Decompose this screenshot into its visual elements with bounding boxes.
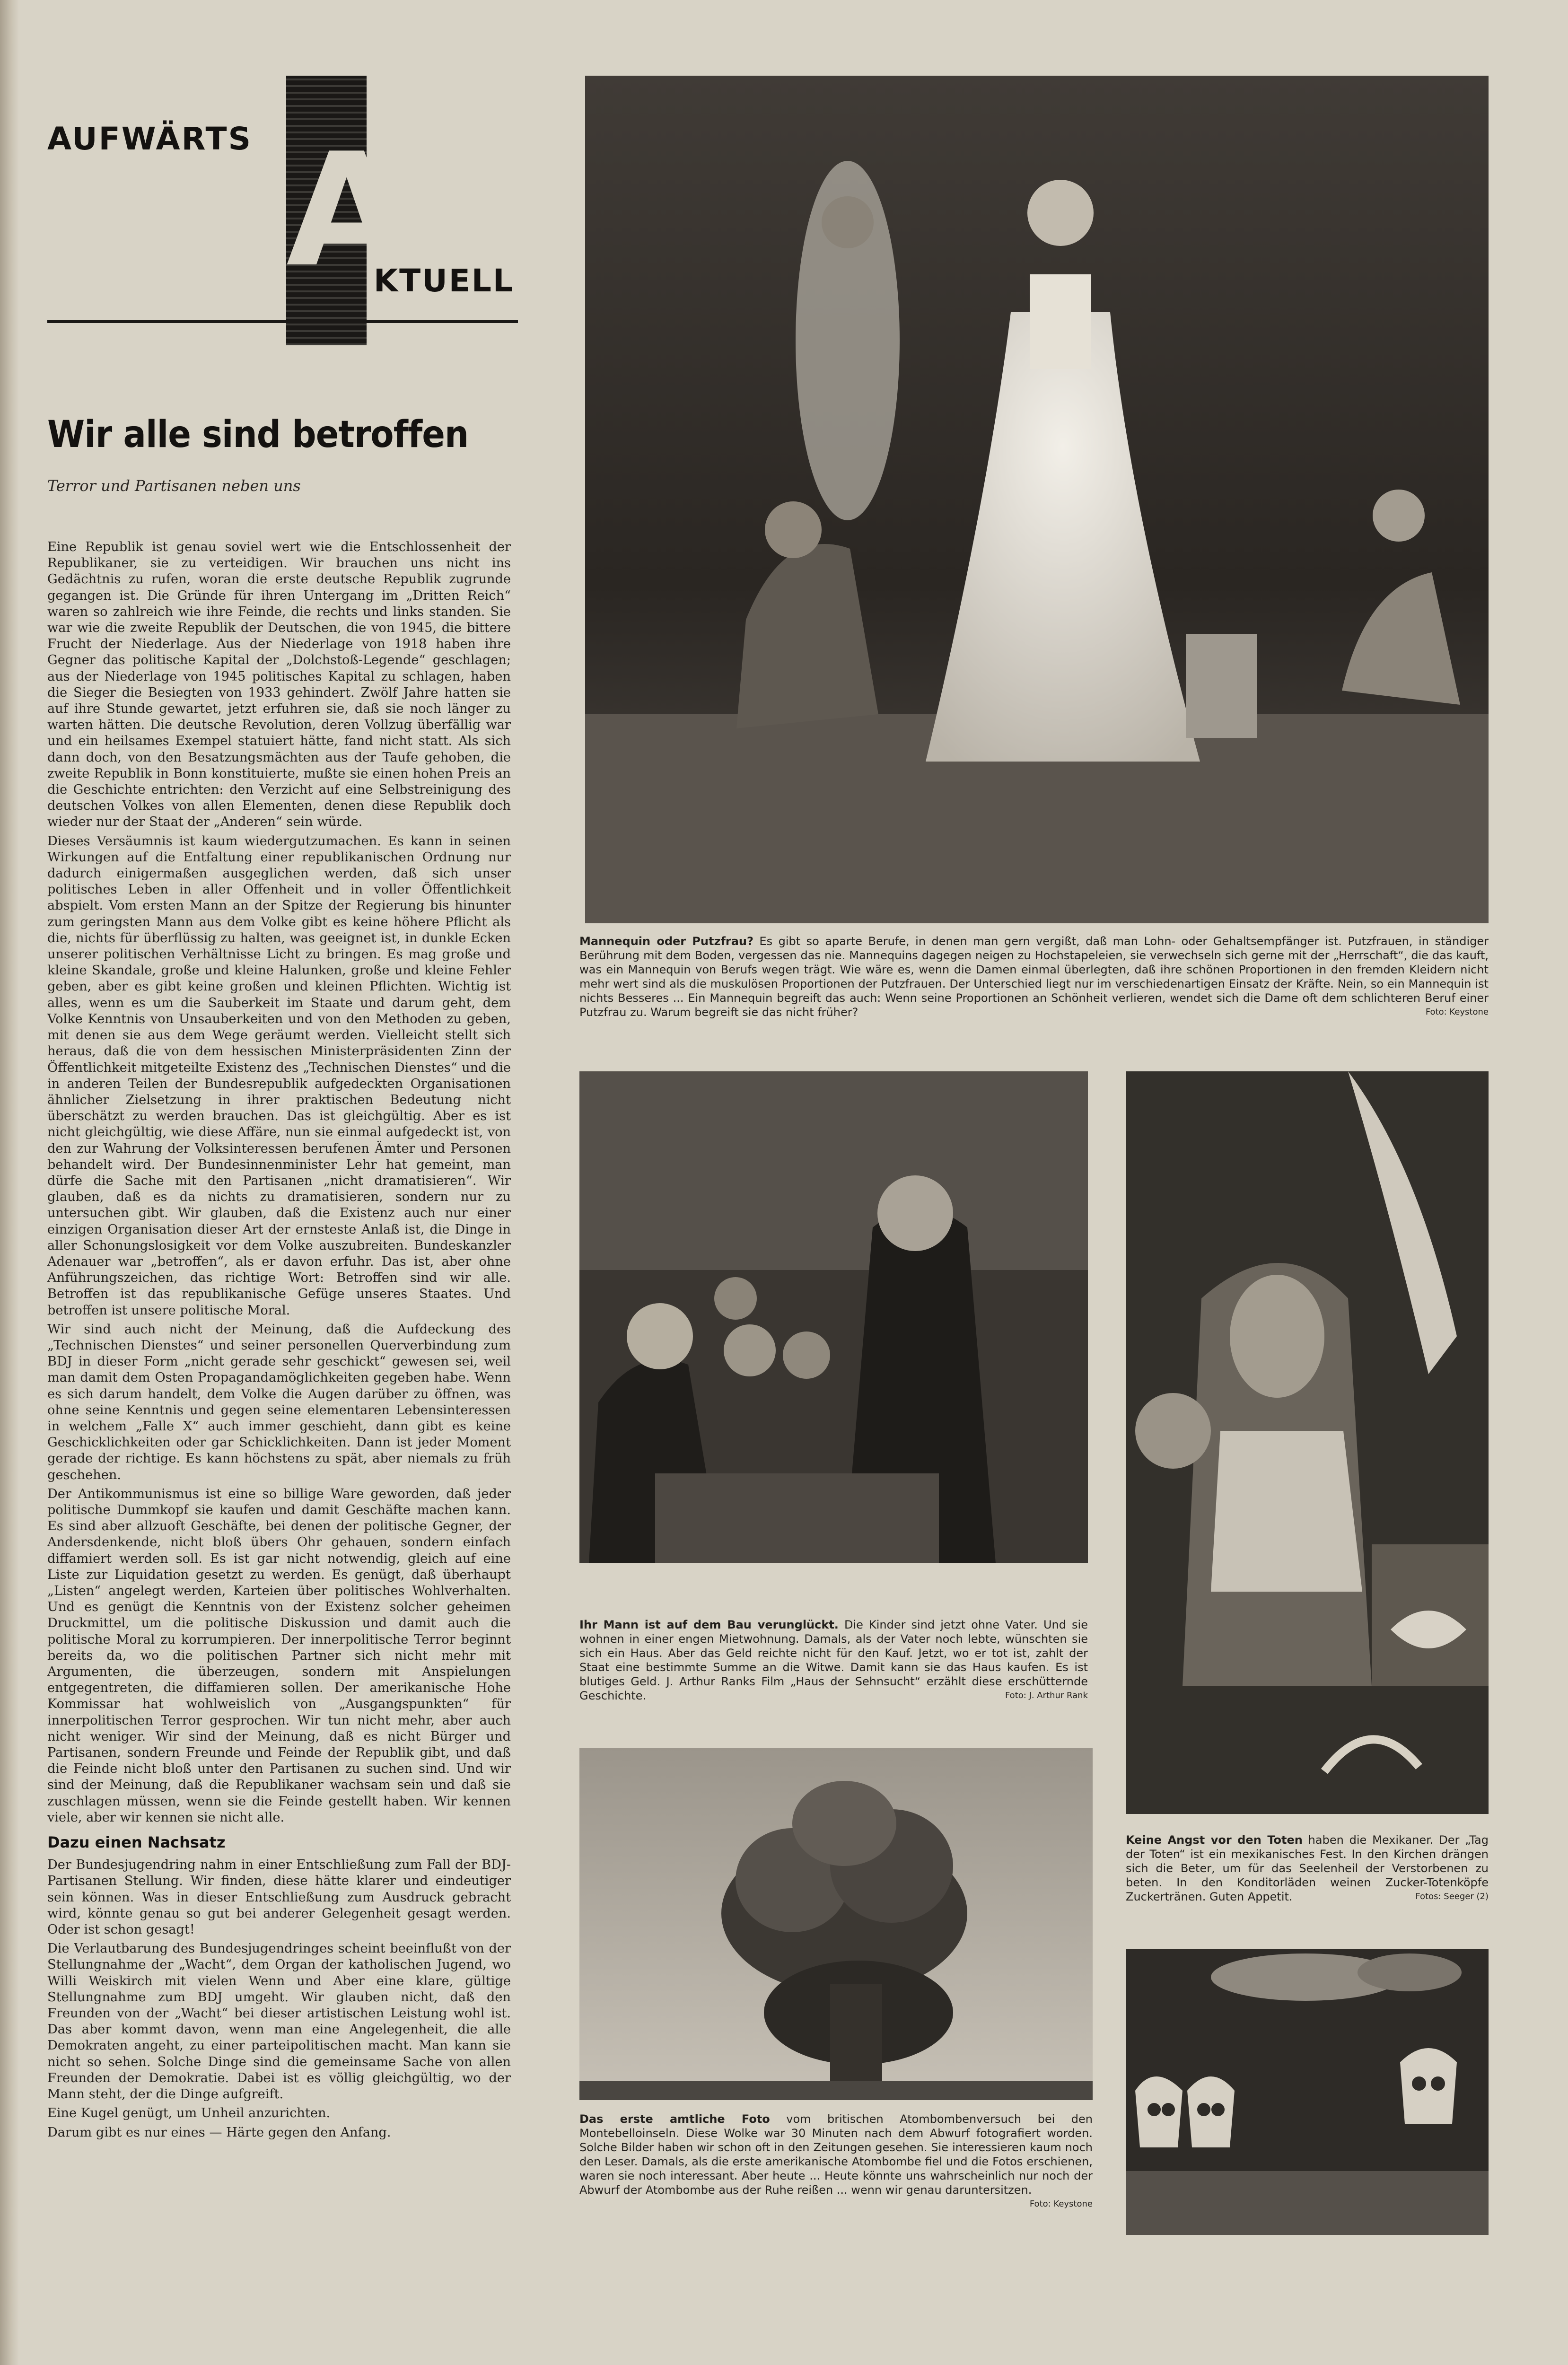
photo-credit: Foto: Keystone <box>1425 1007 1489 1017</box>
caption-atom <box>579 2112 1093 2211</box>
caption-lead: Keine Angst vor den Toten <box>1126 1833 1303 1847</box>
article-title: Wir alle sind betroffen <box>47 413 469 456</box>
article-paragraph: Wir sind auch nicht der Meinung, daß die Aufdeckung des „Technischen Dienstes“ und seiner personellen Querverbindung zum BDJ in dieser Form „nicht gerade sehr geschickt“ gewesen sei, weil man damit dem Osten Propagandamöglichkeiten gegeben habe. Wenn es sich darum handelt, dem Volke die Augen darüber zu öffnen, was ohne seine Kenntnis und gegen seine elementaren Lebensinteressen in welchem „Falle X“ auch immer geschieht, dann gibt es keine Geschicklichkeiten oder gar Schicklichkeiten. Dann ist jeder Moment gerade der richtige. Es kann höchstens zu spät, aber niemals zu früh geschehen. <box>47 1322 511 1482</box>
caption-text: Die Kinder sind jetzt ohne Vater. Und sie wohnen in einer engen Mietwohnung. Damals, als der Vater noch lebte, wünschten sie sich ein Haus. Aber das Geld reichte nicht für den Kauf. Jetzt, wo er tot ist, zahlt der Staat eine bestimmte Summe an die Witwe. Damit kann sie das Haus kaufen. Es ist blutiges Geld. J. Arthur Ranks Film „Haus der Sehnsucht“ erzählt diese erschütternde Geschichte. <box>579 1618 1088 1702</box>
caption-toten <box>1126 1833 1489 1904</box>
article-paragraph: Eine Republik ist genau soviel wert wie die Entschlossenheit der Republikaner, sie zu verteidigen. Wir brauchen uns nicht ins Gedächtnis zu rufen, woran die erste deutsche Republik zugrunde gegangen ist. Die Gründe für ihren Untergang im „Dritten Reich“ waren so zahlreich wie ihre Feinde, die rechts und links standen. Sie war wie die zweite Republik der Deutschen, die von 1945, die bittere Frucht der Niederlage. Aus der Niederlage von 1918 haben ihre Gegner das politische Kapital der „Dolchstoß-Legende“ geschlagen; aus der Niederlage von 1945 politisches Kapital zu schlagen, haben die Sieger die Besiegten von 1933 gehindert. Zwölf Jahre hatten sie auf ihre Stunde gewartet, jetzt erfuhren sie, daß sie noch länger zu warten hätten. Die deutsche Revolution, deren Vollzug überfällig war und ein heilsames Exempel statuiert hätte, fand nicht statt. Als sich dann doch, von den Besatzungsmächten aus der Taufe gehoben, die zweite Republik in Bonn konstituierte, mußte sie einen hohen Preis an die Geschichte entrichten: den Verzicht auf eine Selbstreinigung des deutschen Volkes von allen Elementen, denen diese Republik doch wieder nur der Staat der „Anderen“ sein würde. <box>47 540 511 830</box>
logo-word-aktuell: KTUELL <box>374 263 514 299</box>
photo-credit: Fotos: Seeger (2) <box>1415 1892 1489 1901</box>
photo-sugar-skulls <box>1126 1949 1489 2235</box>
article-paragraph: Die Verlautbarung des Bundesjugendringes scheint beeinflußt von der Stellungnahme der „Wacht“, dem Organ der katholischen Jugend, wo Willi Weiskirch mit vielen Wenn und Aber eine klare, gültige Stellungnahme zum BDJ umgeht. Wir glauben nicht, daß den Freunden von der „Wacht“ bei dieser artistischen Leistung wohl ist. Das aber kommt davon, wenn man eine Angelegenheit, die alle Demokraten angeht, zu einer parteipolitischen macht. Man kann sie nicht so sehen. Solche Dinge sind die gemeinsame Sache von allen Freunden der Demokratie. Dabei ist es völlig gleichgültig, wo der Mann steht, der die Dinge aufgreift. <box>47 1941 511 2102</box>
logo-big-letter: A <box>286 76 367 345</box>
caption-lead: Ihr Mann ist auf dem Bau verunglückt. <box>579 1618 839 1631</box>
photo-credit: Foto: J. Arthur Rank <box>1005 1691 1088 1700</box>
article-paragraph: Dieses Versäumnis ist kaum wiedergutzumachen. Es kann in seinen Wirkungen auf die Entfaltung einer republikanischen Ordnung nur dadurch einigermaßen ausgeglichen werden, daß sich unser politisches Leben in aller Offenheit und in voller Öffentlichkeit abspielt. Vom ersten Mann an der Spitze der Regierung bis hinunter zum geringsten Mann aus dem Volke gibt es keine höhere Pflicht als die, nichts für überflüssig zu halten, was geeignet ist, in dunkle Ecken unserer politischen Verhältnisse Licht zu bringen. Es mag große und kleine Skandale, große und kleine Halunken, große und kleine Fehler geben, aber es gibt keine großen und kleinen Pflichten. Wichtig ist alles, wenn es um die Sauberkeit im Staate und darum geht, dem Volke Kenntnis von Unsauberkeiten und von den Methoden zu geben, mit denen sie aus dem Wege geräumt werden. Vielleicht stellt sich heraus, daß die von dem hessischen Ministerpräsidenten Zinn der Öffentlichkeit mitgeteilte Existenz des „Technischen Dienstes“ und die in anderen Teilen der Bundesrepublik aufgedeckten Organisationen ähnlicher Zielsetzung in ihrer praktischen Bedeutung nicht überschätzt zu werden brauchen. Das ist gleichgültig. Aber es ist nicht gleichgültig, wie diese Affäre, nun sie einmal aufgedeckt ist, von den zur Wahrung der Volksinteressen berufenen Ämter und Personen behandelt wird. Der Bundesinnenminister Lehr hat gemeint, man dürfe die Sache mit den Partisanen „nicht dramatisieren“. Wir glauben, daß es da nichts zu dramatisieren, sondern nur zu untersuchen gibt. Wir glauben, daß die Existenz auch nur einer einzigen Organisation dieser Art der ernsteste Anlaß ist, die Dinge in aller Schonungslosigkeit vor dem Volke auszubreiten. Bundeskanzler Adenauer war „betroffen“, als er davon erfuhr. Das ist, aber ohne Anführungszeichen, das richtige Wort: Betroffen sind wir alle. Betroffen ist das republikanische Gefüge unseres Staates. Und betroffen ist unsere politische Moral. <box>47 833 511 1318</box>
caption-bau <box>579 1618 1088 1703</box>
article-paragraph: Eine Kugel genügt, um Unheil anzurichten. <box>47 2106 331 2121</box>
caption-text: Es gibt so aparte Berufe, in denen man gern vergißt, daß man Lohn- oder Gehaltsempfänger ist. Putzfrauen, in ständiger Berührung mit dem Boden, vergessen das nie. Mannequins dagegen neigen zu Hochstapeleien, sie verwechseln sich gerne mit der „Herrschaft“, die das kauft, was ein Mannequin von Berufs wegen trägt. Wie wäre es, wenn die Damen einmal überlegten, daß ihre schönen Proportionen in den fremden Kleidern nicht mehr wert sind als die muskulösen Proportionen der Putzfrauen. Der Unterschied liegt nur im verschiedenartigen Einsatz der Kräfte. Nein, so ein Mannequin ist nichts Besseres ... Ein Mannequin begreift das auch: Wenn seine Proportionen an Schönheit verlieren, wendet sich die Dame oft dem schlichteren Beruf einer Putzfrau zu. Warum begreift sie das nicht früher? <box>579 935 1489 1019</box>
article-paragraph: Darum gibt es nur eines — Härte gegen den Anfang. <box>47 2125 391 2140</box>
photo-atom-cloud <box>579 1748 1093 2100</box>
photo-family <box>579 1071 1088 1563</box>
logo-word-aufwaerts: AUFWÄRTS <box>47 121 253 157</box>
caption-lead: Mannequin oder Putzfrau? <box>579 935 753 948</box>
photo-mexican-woman <box>1126 1071 1489 1814</box>
caption-lead: Das erste amtliche Foto <box>579 2112 770 2126</box>
page-binding-shadow <box>0 0 19 2365</box>
photo-mannequin <box>585 76 1489 923</box>
caption-text: vom britischen Atombombenversuch bei den Montebelloinseln. Diese Wolke war 30 Minuten nach dem Abwurf fotografiert worden. Solche Bilder haben wir schon oft in den Zeitungen gesehen. Sie interessieren kaum noch den Leser. Damals, als die erste amerikanische Atombombe fiel und die Fotos erschienen, waren sie noch interessant. Aber heute ... Heute könnte uns wahrscheinlich nur noch der Abwurf der Atombombe aus der Ruhe reißen ... wenn wir genau daruntersitzen. <box>579 2112 1093 2197</box>
section-heading: Dazu einen Nachsatz <box>47 1833 226 1852</box>
article-body <box>47 539 511 2144</box>
article-subtitle: Terror und Partisanen neben uns <box>47 477 301 495</box>
caption-text: haben die Mexikaner. Der „Tag der Toten“ ist ein mexikanisches Fest. In den Kirchen drängen sich die Beter, um für das Seelenheil der Verstorbenen zu beten. In den Konditorläden weinen Zucker-Totenköpfe Zuckertränen. Guten Appetit. <box>1126 1833 1489 1903</box>
article-paragraph: Der Antikommunismus ist eine so billige Ware geworden, daß jeder politische Dummkopf sie kaufen und damit Geschäfte machen kann. Es sind aber allzuoft Geschäfte, bei denen der politische Gegner, der Andersdenkende, nicht bloß übers Ohr gehauen, sondern einfach diffamiert werden soll. Es ist gar nicht notwendig, gleich auf eine Liste zur Liquidation gesetzt zu werden. Es genügt, daß überhaupt „Listen“ angelegt werden, Karteien über politisches Wohlverhalten. Und es genügt die Kenntnis von der Existenz solcher geheimen Druckmittel, um die politische Diskussion und damit auch die politische Moral zu korrumpieren. Der innerpolitische Terror beginnt bereits da, wo die politischen Partner sich nicht mehr mit Argumenten, die überzeugen, sondern mit Anspielungen entgegentreten, die diffamieren sollen. Der amerikanische Hohe Kommissar hat wohlweislich von „Ausgangspunkten“ für innerpolitischen Terror gesprochen. Wir tun nicht mehr, aber auch nicht weniger. Wir sind der Meinung, daß es nicht Bürger und Partisanen, sondern Freunde und Feinde der Republik gibt, und daß die Feinde nicht bloß unter den Partisanen zu suchen sind. Und wir sind der Meinung, daß die Republikaner wachsam sein und daß sie zuschlagen müssen, wenn sie die Feinde gestellt haben. Wir kennen viele, aber wir kennen sie nicht alle. <box>47 1486 511 1825</box>
logo-rule <box>47 320 518 323</box>
caption-mannequin <box>579 934 1489 1019</box>
photo-credit: Foto: Keystone <box>1029 2199 1093 2209</box>
article-paragraph: Der Bundesjugendring nahm in einer Entschließung zum Fall der BDJ-Partisanen Stellung. Wir finden, diese hätte klarer und eindeutiger sein können. Was in dieser Entschließung zum Ausdruck gebracht wird, könnte genau so gut bei anderer Gelegenheit gesagt werden. Oder ist schon gesagt! <box>47 1857 511 1937</box>
